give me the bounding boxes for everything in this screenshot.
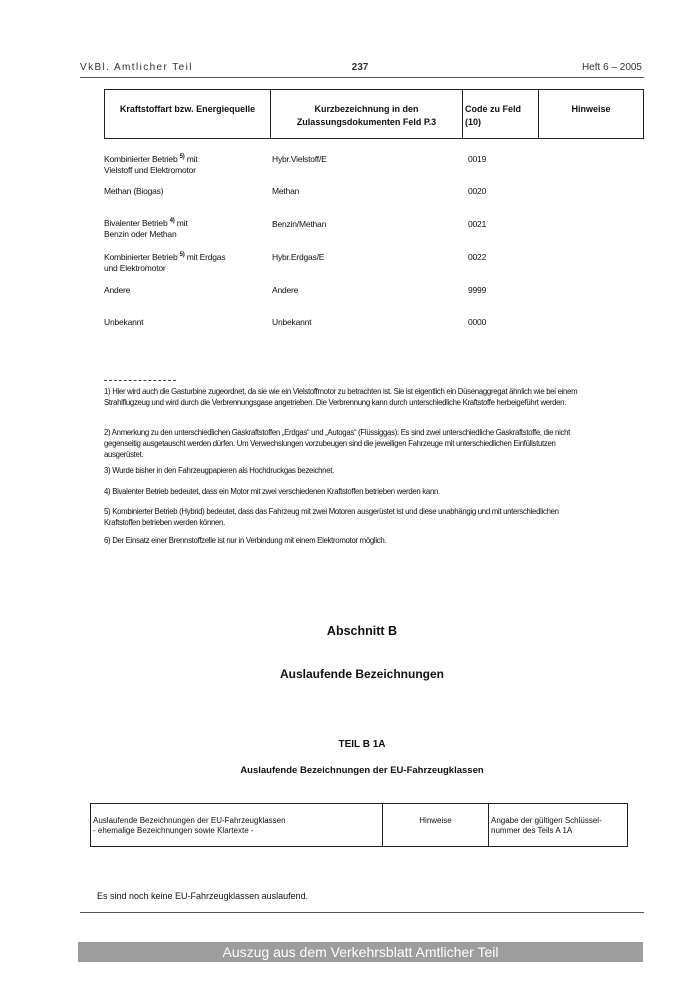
section-title: Abschnitt B	[326, 624, 398, 638]
table-row-short: Hybr.Vielstoff/E	[272, 154, 327, 164]
table-row-code: 0020	[468, 186, 487, 196]
journal-name: VkBl. Amtlicher Teil	[80, 62, 193, 73]
col-header-designations: Auslaufende Bezeichnungen der EU-Fahrzeugklassen - ehemalige Bezeichnungen sowie Klartexte -	[91, 804, 383, 846]
status-note: Es sind noch keine EU-Fahrzeugklassen auslaufend.	[97, 891, 309, 901]
table-row-short: Hybr.Erdgas/E	[272, 252, 325, 262]
footnote-3: 3) Wurde bisher in den Fahrzeugpapieren als Hochdruckgas bezeichnet.	[104, 466, 334, 475]
col-header-code: Code zu Feld (10)	[463, 90, 539, 138]
part-title: TEIL B 1A	[338, 739, 386, 750]
col-header-key-number: Angabe der gültigen Schlüssel- nummer des Teils A 1A	[491, 816, 602, 835]
footnote-2: 2) Anmerkung zu den unterschiedlichen Gaskraftstoffen „Erdgas“ und „Autogas“ (Flüssiggas): Es sind zwei unterschiedliche Gaskraftstoffe, die nicht gegenseitig ausgetauscht werden dürfen. Um Verwechslungen vorzubeugen sind die jeweiligen Fahrzeuge mit unterschiedlichen Einfüllstutzen ausgerüstet.	[104, 428, 570, 459]
col-header-short: Kurzbezeichnung in den Zulassungsdokumenten Feld P.3	[271, 90, 463, 138]
table-row-fuel: Unbekannt	[104, 317, 144, 327]
footnote-6: 6) Der Einsatz einer Brennstoffzelle ist nur in Verbindung mit einem Elektromotor möglich.	[104, 536, 387, 545]
table-row-fuel: Bivalenter Betrieb $^{4)}$ mit Benzin oder Methan	[104, 217, 188, 239]
eu-class-table	[90, 803, 628, 847]
footer-banner: Auszug aus dem Verkehrsblatt Amtlicher Teil	[78, 942, 643, 962]
table-row-short: Unbekannt	[272, 317, 312, 327]
table-row-code: 0019	[468, 154, 487, 164]
page-number: 237	[351, 62, 369, 73]
table-row-short: Andere	[272, 285, 299, 295]
footnote-separator	[104, 380, 176, 381]
col-header-notes: Hinweise	[571, 104, 611, 114]
table-row-code: 0022	[468, 252, 487, 262]
table-row-code: 0000	[468, 317, 487, 327]
bottom-rule	[80, 912, 644, 913]
table-row-code: 0021	[468, 219, 487, 229]
footnote-1: 1) Hier wird auch die Gasturbine zugeordnet, da sie wie ein Vielstoffmotor zu betrachten ist. Sie ist eigentlich ein Düsenaggregat ähnlich wie bei einem Strahlflugzeug und wird durch die Verbrennungsgase angetrieben. Die Verbrennung kann durch unterschiedliche Kraftstoffe herbeigeführt werden.	[104, 387, 578, 407]
fuel-table-header	[104, 89, 644, 139]
footnote-4: 4) Bivalenter Betrieb bedeutet, dass ein Motor mit zwei verschiedenen Kraftstoffen betrieben werden kann.	[104, 487, 440, 496]
col-header-notes: Hinweise	[383, 804, 489, 846]
col-header-fuel: Kraftstoffart bzw. Energiequelle	[105, 90, 271, 138]
table-row-fuel: Andere	[104, 285, 131, 295]
header-rule	[80, 77, 644, 78]
section-subtitle: Auslaufende Bezeichnungen	[279, 667, 445, 681]
issue-label: Heft 6 – 2005	[581, 62, 642, 73]
table-row-fuel: Methan (Biogas)	[104, 186, 164, 196]
table-row-short: Methan	[272, 186, 300, 196]
table-row-fuel: Kombinierter Betrieb $^{5)}$ mit Erdgas und Elektromotor	[104, 251, 226, 273]
footnote-5: 5) Kombinierter Betrieb (Hybrid) bedeutet, dass das Fahrzeug mit zwei Motoren ausgerüstet ist und diese unabhängig und mit unterschiedlichen Kraftstoffen betrieben werden können.	[104, 507, 559, 527]
table-row-short: Benzin/Methan	[272, 219, 327, 229]
table-row-fuel: Kombinierter Betrieb $^{5)}$ mit Vielstoff und Elektromotor	[104, 153, 198, 175]
part-subtitle: Auslaufende Bezeichnungen der EU-Fahrzeugklassen	[240, 765, 484, 776]
table-row-code: 9999	[468, 285, 487, 295]
